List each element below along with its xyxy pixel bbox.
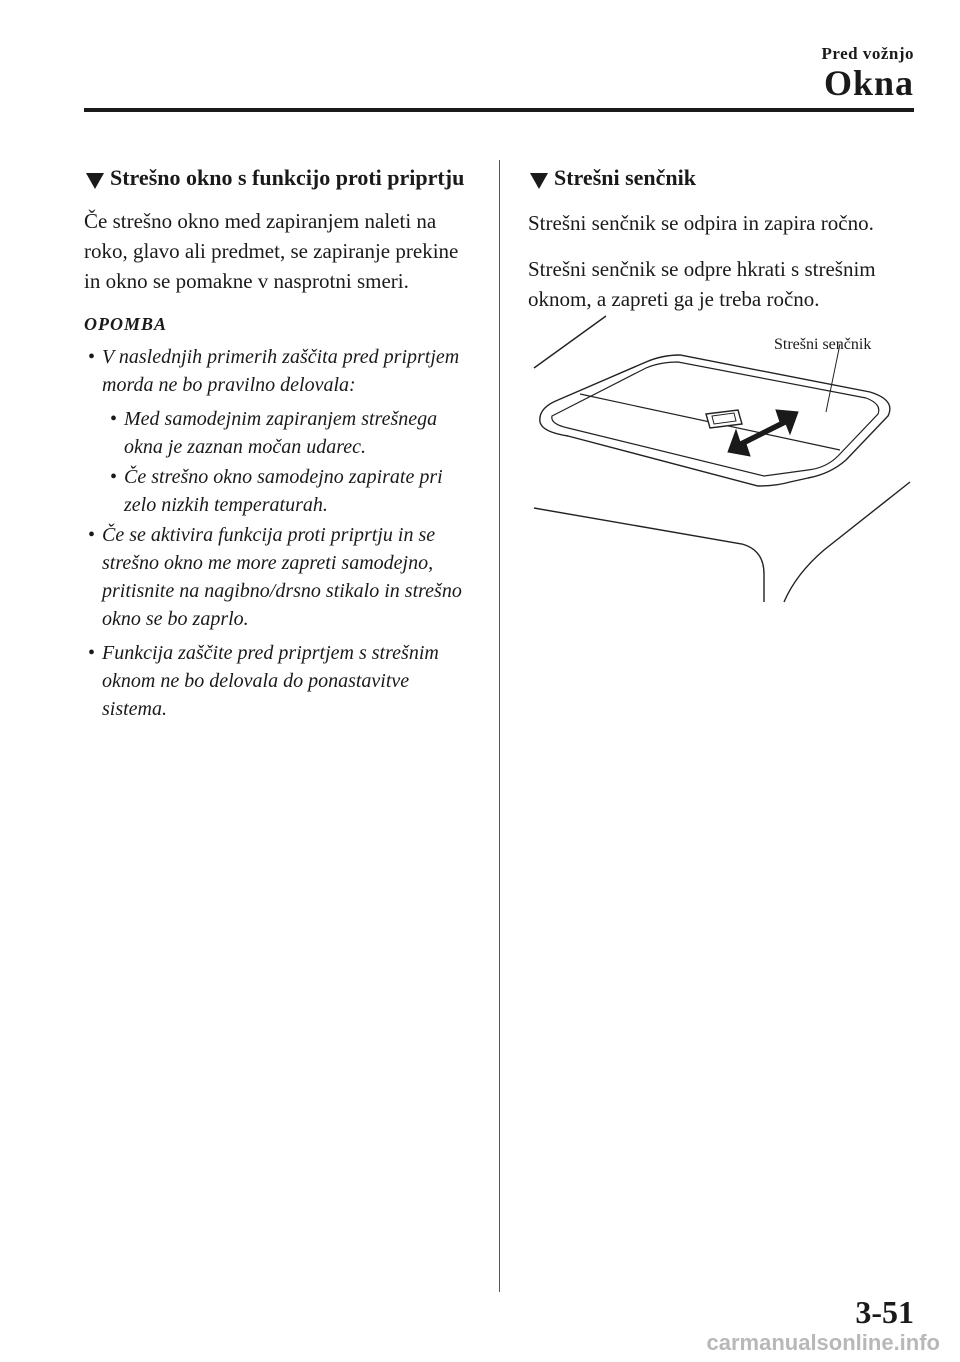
note-item-text: Funkcija zaščite pred priprtjem s strešnim oknom ne bo delovala do ponastavitve sistema. <box>102 642 439 720</box>
sunshade-paragraph-1: Strešni senčnik se odpira in zapira ročno. <box>528 211 874 235</box>
note-item <box>84 639 476 723</box>
note-subitem-text: Med samodejnim zapiranjem strešnega okna je zaznan močan udarec. <box>124 408 438 458</box>
sunshade-paragraph-2: Strešni senčnik se odpre hkrati s strešnim oknom, a zapreti ga je treba ročno. <box>528 257 876 311</box>
note-item <box>84 521 476 633</box>
note-label: OPOMBA <box>84 314 168 334</box>
roof-edge-line <box>534 316 606 368</box>
note-item-text: V naslednjih primerih zaščita pred priprtjem morda ne bo pravilno delovala: <box>102 346 460 396</box>
bullet-dot-icon: • <box>110 466 118 488</box>
chapter-title: Pred vožnjo <box>821 44 914 63</box>
right-column <box>528 164 918 314</box>
note-item-text: Če se aktivira funkcija proti priprtju in se strešno okno me more zapreti samodejno, pritisnite na nagibno/drsno stikalo in strešno okno se bo zaprlo. <box>102 524 462 630</box>
column-divider <box>499 160 500 1292</box>
triangle-bullet-icon <box>530 173 548 189</box>
left-column <box>84 164 476 723</box>
a-pillar-line <box>784 482 910 602</box>
page-number: 3-51 <box>855 1294 914 1330</box>
note-subitem <box>84 405 476 461</box>
heading-sunshade <box>528 164 918 192</box>
section-title: Okna <box>823 63 914 103</box>
watermark: carmanualsonline.info <box>706 1330 940 1355</box>
intro-paragraph: Če strešno okno med zapiranjem naleti na roko, glavo ali predmet, se zapiranje prekine in okno se pomakne v nasprotni smeri. <box>84 209 459 293</box>
bullet-dot-icon: • <box>88 346 96 368</box>
triangle-bullet-icon <box>86 173 104 189</box>
note-subitem-text: Če strešno okno samodejno zapirate pri zelo nizkih temperaturah. <box>124 466 443 516</box>
heading-sunshade-text: Strešni senčnik <box>554 165 697 190</box>
sunshade-illustration <box>528 312 918 612</box>
heading-anti-pinch-text: Strešno okno s funkcijo proti priprtju <box>110 165 465 190</box>
bullet-dot-icon: • <box>88 642 96 664</box>
bullet-dot-icon: • <box>110 408 118 430</box>
heading-anti-pinch <box>84 164 476 192</box>
note-subitem <box>84 463 476 519</box>
bullet-dot-icon: • <box>88 524 96 546</box>
figure-callout-label: Strešni senčnik <box>774 336 872 353</box>
header-rule <box>84 108 914 112</box>
sunshade-illustration-svg <box>528 312 918 612</box>
note-item <box>84 343 476 399</box>
dashboard-line <box>534 508 764 602</box>
